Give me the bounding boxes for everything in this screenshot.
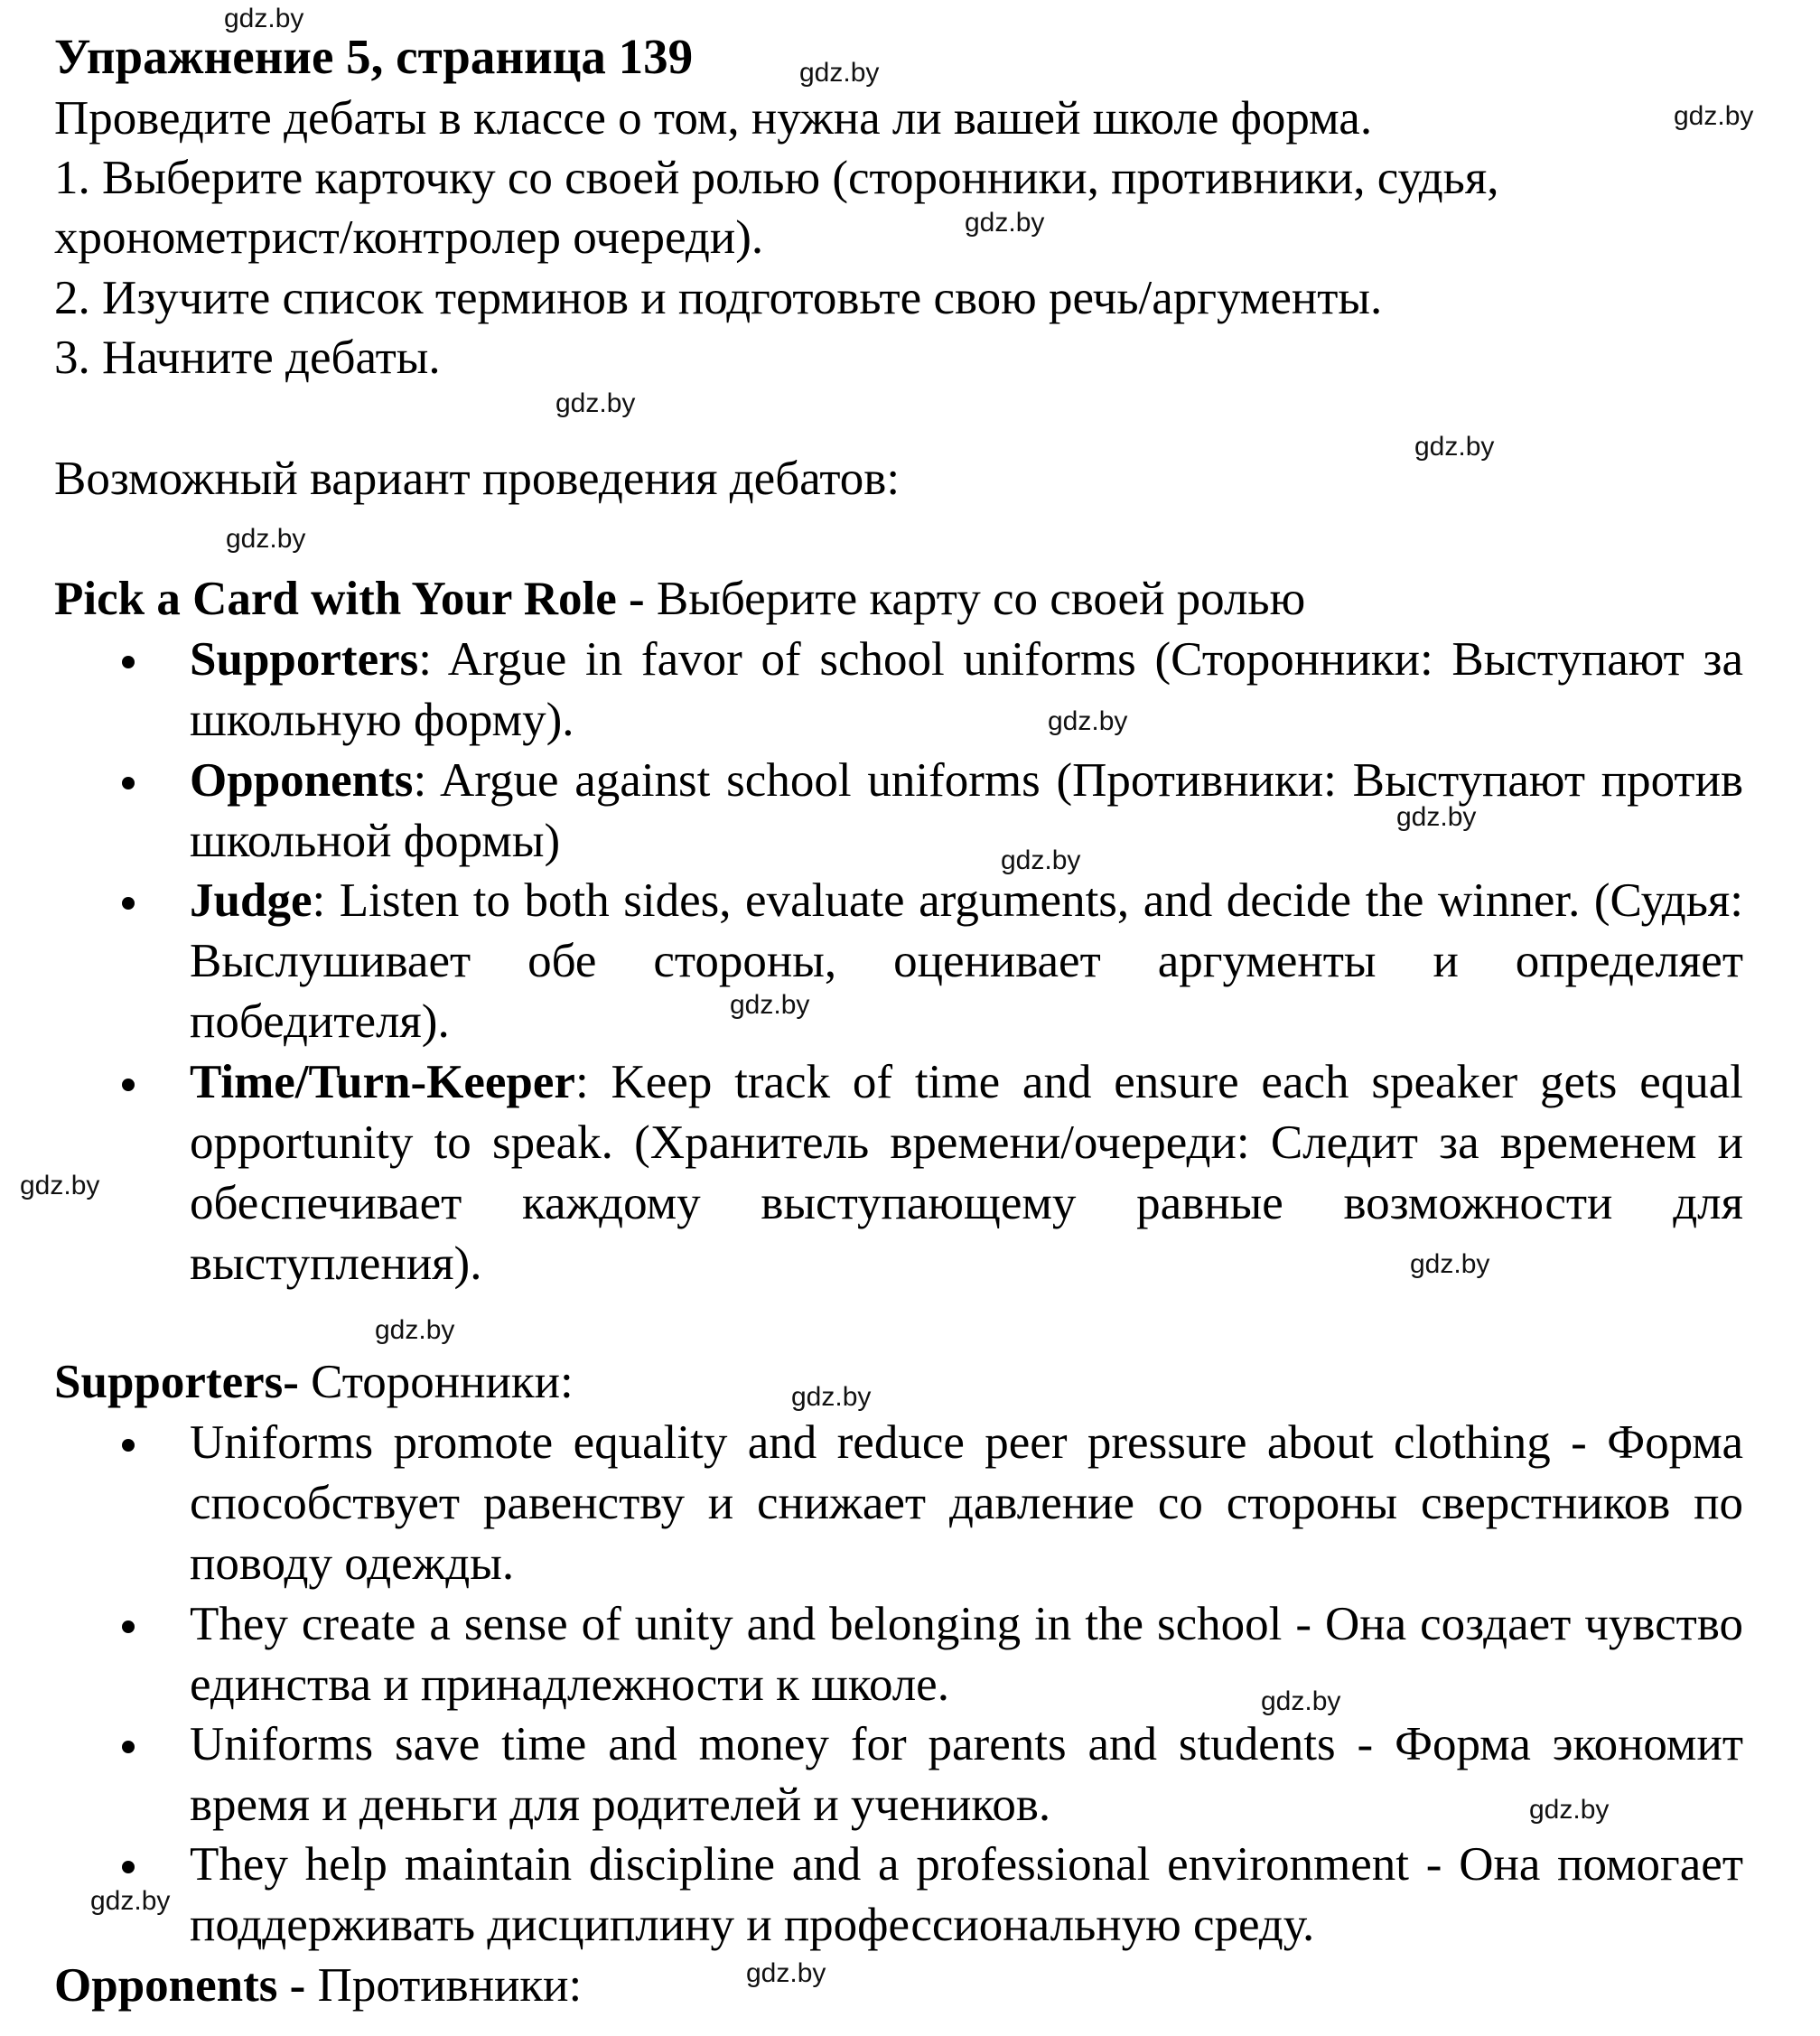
watermark: gdz.by	[1261, 1686, 1341, 1716]
watermark: gdz.by	[1048, 706, 1128, 736]
role-term: Supporters	[190, 633, 419, 686]
supporter-argument: They create a sense of unity and belonging in the school - Она создает чувство единства и принадлежности к школе.	[190, 1598, 1743, 1711]
page-title: Упражнение 5, страница 139	[54, 29, 694, 84]
step-2-line: 2. Изучите список терминов и подготовьте свою речь/аргументы.	[54, 272, 1383, 324]
supporter-argument: Uniforms promote equality and reduce peer pressure about clothing - Форма способствует равенству и снижает давление со стороны сверстников по поводу одежды.	[190, 1416, 1743, 1590]
step-1-line-a: 1. Выберите карточку со своей ролью (сторонники, противники, судья,	[54, 152, 1499, 204]
watermark: gdz.by	[375, 1315, 455, 1345]
step-3-line: 3. Начните дебаты.	[54, 332, 441, 384]
watermark: gdz.by	[1396, 802, 1477, 832]
bullet-icon	[122, 656, 135, 668]
role-term: Time/Turn-Keeper	[190, 1056, 575, 1108]
watermark: gdz.by	[730, 990, 810, 1020]
step-1-line-b: хронометрист/контролер очереди).	[54, 211, 764, 264]
bullet-icon	[122, 1439, 135, 1452]
watermark: gdz.by	[90, 1886, 171, 1916]
roles-heading-bold: Pick a Card with Your Role -	[54, 573, 645, 625]
intro-line: Проведите дебаты в классе о том, нужна ли вашей школе форма.	[54, 92, 1373, 145]
watermark: gdz.by	[1529, 1795, 1610, 1825]
bullet-icon	[122, 777, 135, 789]
role-description: : Listen to both sides, evaluate arguments, and decide the winner. (Судья: Выслушивает обе стороны, оценивает аргументы и определяет победителя).	[190, 874, 1743, 1048]
watermark: gdz.by	[1001, 845, 1081, 875]
role-item-opponents	[190, 751, 1743, 872]
watermark: gdz.by	[1674, 101, 1754, 131]
bullet-icon	[122, 1079, 135, 1091]
watermark: gdz.by	[226, 524, 306, 554]
watermark: gdz.by	[1414, 432, 1495, 462]
role-description: : Argue against school uniforms (Противники: Выступают против школьной формы)	[190, 754, 1743, 867]
watermark: gdz.by	[20, 1171, 100, 1200]
role-description: : Keep track of time and ensure each speaker gets equal opportunity to speak. (Хранитель времени/очереди: Следит за временем и обеспечивает каждому выступающему равные возможности для выступления).	[190, 1056, 1743, 1290]
bullet-icon	[122, 1620, 135, 1633]
role-item-time-keeper	[190, 1052, 1743, 1294]
supporter-argument: Uniforms save time and money for parents and students - Форма экономит время и деньги для родителей и учеников.	[190, 1718, 1743, 1831]
watermark: gdz.by	[555, 388, 636, 418]
role-term: Opponents	[190, 754, 414, 807]
roles-heading	[54, 569, 1305, 629]
supporter-argument: They help maintain discipline and a professional environment - Она помогает поддерживать дисциплину и профессиональную среду.	[190, 1838, 1743, 1951]
bullet-icon	[122, 1741, 135, 1753]
opponents-heading-rest: Противники:	[305, 1959, 583, 2012]
opponents-heading-bold: Opponents -	[54, 1959, 306, 2012]
supporters-heading-bold: Supporters-	[54, 1356, 299, 1408]
supporters-heading	[54, 1352, 574, 1412]
bullet-icon	[122, 1861, 135, 1873]
role-item-judge	[190, 871, 1743, 1052]
role-term: Judge	[190, 874, 313, 927]
role-description: : Argue in favor of school uniforms (Сторонники: Выступают за школьную форму).	[190, 633, 1743, 746]
watermark: gdz.by	[224, 4, 304, 33]
watermark: gdz.by	[799, 58, 880, 88]
watermark: gdz.by	[746, 1958, 826, 1988]
watermark: gdz.by	[1410, 1249, 1490, 1279]
supporters-heading-rest: Сторонники:	[298, 1356, 574, 1408]
opponents-heading	[54, 1956, 582, 2015]
watermark: gdz.by	[965, 208, 1045, 238]
role-item-supporters	[190, 630, 1743, 751]
roles-heading-rest: Выберите карту со своей ролью	[644, 573, 1306, 625]
variant-heading: Возможный вариант проведения дебатов:	[54, 453, 901, 505]
bullet-icon	[122, 897, 135, 910]
watermark: gdz.by	[791, 1382, 872, 1412]
